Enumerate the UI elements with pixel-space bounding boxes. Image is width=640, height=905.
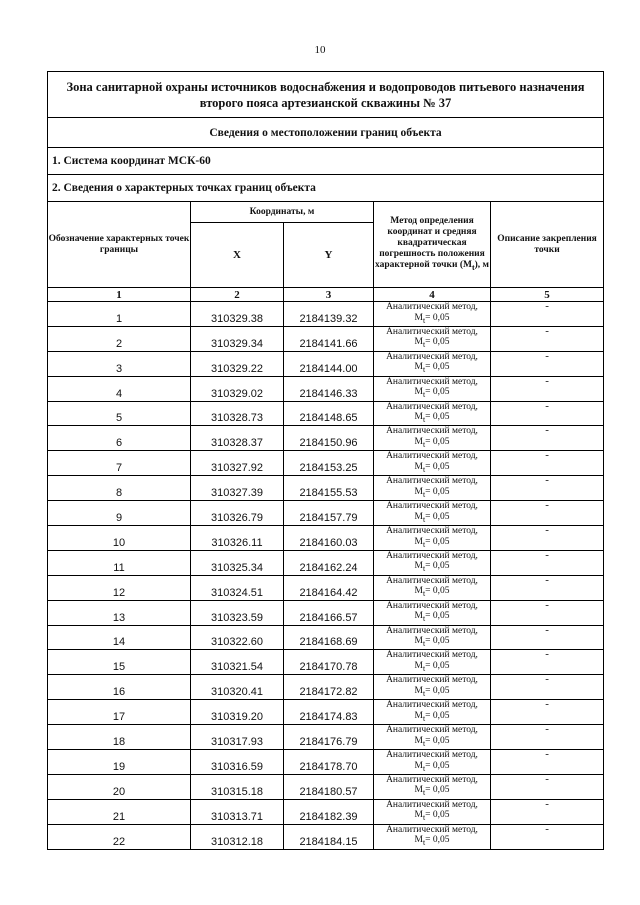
coordinate-y: 2184180.57: [284, 774, 374, 799]
coordinate-x: 310326.79: [191, 501, 284, 526]
header-coordinates: Координаты, м: [191, 202, 374, 223]
table-row: [48, 326, 604, 351]
accuracy-symbol: M: [414, 412, 423, 423]
point-number: 19: [48, 750, 191, 775]
header-method: [374, 202, 491, 288]
method-text: Аналитический метод,: [386, 725, 478, 736]
accuracy-subscript: t: [422, 688, 426, 698]
accuracy-symbol: M: [414, 710, 423, 721]
fixing-description: -: [491, 700, 604, 725]
point-number: 1: [48, 302, 191, 327]
accuracy-text: [374, 337, 490, 350]
accuracy-value: = 0,05: [425, 810, 450, 821]
coordinate-system-heading: 1. Система координат МСК-60: [48, 148, 604, 175]
method-cell: [374, 326, 491, 351]
accuracy-subscript: t: [422, 663, 426, 673]
fixing-description: -: [491, 426, 604, 451]
accuracy-symbol: M: [414, 735, 423, 746]
accuracy-symbol: M: [414, 536, 423, 547]
accuracy-text: [374, 761, 490, 774]
accuracy-subscript: t: [422, 614, 426, 624]
accuracy-subscript: t: [422, 340, 426, 350]
coordinate-x: 310319.20: [191, 700, 284, 725]
table-row: [48, 700, 604, 725]
accuracy-text: [374, 736, 490, 749]
point-number: 16: [48, 675, 191, 700]
method-cell: [374, 476, 491, 501]
accuracy-text: [374, 785, 490, 798]
header-point-designation: Обозначение характерных точек границы: [48, 202, 191, 288]
method-text: Аналитический метод,: [386, 401, 478, 412]
coordinate-x: 310329.22: [191, 351, 284, 376]
method-cell: [374, 600, 491, 625]
fixing-description: -: [491, 750, 604, 775]
accuracy-value: = 0,05: [425, 785, 450, 796]
fixing-description: -: [491, 575, 604, 600]
method-text: Аналитический метод,: [386, 700, 478, 711]
fixing-description: -: [491, 675, 604, 700]
coordinate-y: 2184176.79: [284, 725, 374, 750]
accuracy-subscript: t: [422, 838, 426, 848]
method-text: Аналитический метод,: [386, 625, 478, 636]
accuracy-subscript: t: [422, 738, 426, 748]
header-fixing: Описание закрепления точки: [491, 202, 604, 288]
fixing-description: -: [491, 476, 604, 501]
header-method-unit: ), м: [474, 260, 490, 271]
point-number: 13: [48, 600, 191, 625]
coordinate-y: 2184168.69: [284, 625, 374, 650]
accuracy-symbol: M: [414, 362, 423, 373]
coordinate-x: 310316.59: [191, 750, 284, 775]
coordinate-y: 2184182.39: [284, 799, 374, 824]
accuracy-text: [374, 462, 490, 475]
coordinate-y: 2184164.42: [284, 575, 374, 600]
point-number: 12: [48, 575, 191, 600]
fixing-description: -: [491, 351, 604, 376]
method-cell: [374, 774, 491, 799]
accuracy-text: [374, 561, 490, 574]
title-line-2: второго пояса артезианской скважины № 37: [199, 95, 452, 110]
fixing-description: -: [491, 600, 604, 625]
accuracy-value: = 0,05: [425, 412, 450, 423]
method-cell: [374, 799, 491, 824]
accuracy-symbol: M: [414, 511, 423, 522]
fixing-description: -: [491, 774, 604, 799]
accuracy-subscript: t: [422, 464, 426, 474]
fixing-description: -: [491, 526, 604, 551]
coordinate-x: 310325.34: [191, 550, 284, 575]
point-number: 11: [48, 550, 191, 575]
method-text: Аналитический метод,: [386, 799, 478, 810]
fixing-description: -: [491, 550, 604, 575]
method-text: Аналитический метод,: [386, 575, 478, 586]
method-cell: [374, 550, 491, 575]
table-row: [48, 302, 604, 327]
fixing-description: -: [491, 650, 604, 675]
column-number: 2: [191, 288, 284, 302]
accuracy-value: = 0,05: [425, 436, 450, 447]
column-number: 4: [374, 288, 491, 302]
coordinate-x: 310315.18: [191, 774, 284, 799]
accuracy-text: [374, 437, 490, 450]
accuracy-subscript: t: [422, 713, 426, 723]
method-text: Аналитический метод,: [386, 824, 478, 835]
accuracy-subscript: t: [422, 539, 426, 549]
coordinate-y: 2184172.82: [284, 675, 374, 700]
accuracy-subscript: t: [422, 315, 426, 325]
method-cell: [374, 750, 491, 775]
accuracy-symbol: M: [414, 660, 423, 671]
accuracy-text: [374, 412, 490, 425]
coordinate-y: 2184160.03: [284, 526, 374, 551]
point-number: 10: [48, 526, 191, 551]
header-method-sub: t: [471, 262, 475, 272]
accuracy-text: [374, 537, 490, 550]
method-text: Аналитический метод,: [386, 351, 478, 362]
accuracy-symbol: M: [414, 486, 423, 497]
coordinate-y: 2184174.83: [284, 700, 374, 725]
accuracy-value: = 0,05: [425, 685, 450, 696]
accuracy-symbol: M: [414, 312, 423, 323]
accuracy-text: [374, 611, 490, 624]
accuracy-symbol: M: [414, 810, 423, 821]
column-number: 3: [284, 288, 374, 302]
coordinate-x: 310323.59: [191, 600, 284, 625]
boundary-points-table: [47, 71, 604, 850]
method-cell: [374, 625, 491, 650]
method-cell: [374, 426, 491, 451]
accuracy-value: = 0,05: [425, 337, 450, 348]
fixing-description: -: [491, 725, 604, 750]
title-line-1: Зона санитарной охраны источников водоснабжения и водопроводов питьевого назначения: [66, 79, 585, 94]
table-row: [48, 675, 604, 700]
accuracy-symbol: M: [414, 685, 423, 696]
coordinate-x: 310329.34: [191, 326, 284, 351]
method-text: Аналитический метод,: [386, 600, 478, 611]
accuracy-value: = 0,05: [425, 387, 450, 398]
accuracy-value: = 0,05: [425, 710, 450, 721]
accuracy-value: = 0,05: [425, 536, 450, 547]
coordinate-y: 2184166.57: [284, 600, 374, 625]
coordinate-x: 310321.54: [191, 650, 284, 675]
accuracy-symbol: M: [414, 636, 423, 647]
method-text: Аналитический метод,: [386, 526, 478, 537]
coordinate-y: 2184170.78: [284, 650, 374, 675]
accuracy-symbol: M: [414, 835, 423, 846]
boundary-points-heading: 2. Сведения о характерных точках границ объекта: [48, 175, 604, 202]
accuracy-subscript: t: [422, 788, 426, 798]
method-cell: [374, 700, 491, 725]
table-row: [48, 376, 604, 401]
accuracy-text: [374, 313, 490, 326]
method-cell: [374, 575, 491, 600]
section-title: Сведения о местоположении границ объекта: [48, 118, 604, 148]
accuracy-subscript: t: [422, 589, 426, 599]
accuracy-subscript: t: [422, 564, 426, 574]
method-cell: [374, 376, 491, 401]
accuracy-subscript: t: [422, 365, 426, 375]
table-row: [48, 824, 604, 849]
method-cell: [374, 725, 491, 750]
table-row: [48, 550, 604, 575]
accuracy-value: = 0,05: [425, 511, 450, 522]
coordinate-y: 2184162.24: [284, 550, 374, 575]
accuracy-symbol: M: [414, 461, 423, 472]
fixing-description: -: [491, 625, 604, 650]
point-number: 15: [48, 650, 191, 675]
header-y: Y: [284, 223, 374, 288]
coordinate-x: 310312.18: [191, 824, 284, 849]
method-text: Аналитический метод,: [386, 650, 478, 661]
accuracy-text: [374, 586, 490, 599]
header-method-m: (M: [459, 260, 472, 271]
method-cell: [374, 824, 491, 849]
point-number: 22: [48, 824, 191, 849]
coordinate-x: 310317.93: [191, 725, 284, 750]
table-row: [48, 351, 604, 376]
accuracy-value: = 0,05: [425, 486, 450, 497]
method-cell: [374, 501, 491, 526]
method-cell: [374, 351, 491, 376]
table-row: [48, 476, 604, 501]
accuracy-symbol: M: [414, 436, 423, 447]
table-row: [48, 526, 604, 551]
table-row: [48, 799, 604, 824]
accuracy-subscript: t: [422, 514, 426, 524]
method-text: Аналитический метод,: [386, 501, 478, 512]
accuracy-text: [374, 387, 490, 400]
header-method-text: Метод определения координат и средняя квадратическая погрешность положения характерной точки: [374, 216, 485, 271]
coordinate-x: 310327.92: [191, 451, 284, 476]
accuracy-text: [374, 512, 490, 525]
accuracy-subscript: t: [422, 813, 426, 823]
coordinate-x: 310329.38: [191, 302, 284, 327]
coordinate-x: 310328.73: [191, 401, 284, 426]
accuracy-symbol: M: [414, 387, 423, 398]
coordinate-x: 310326.11: [191, 526, 284, 551]
method-cell: [374, 650, 491, 675]
table-row: [48, 451, 604, 476]
accuracy-text: [374, 835, 490, 848]
point-number: 2: [48, 326, 191, 351]
method-text: Аналитический метод,: [386, 550, 478, 561]
accuracy-subscript: t: [422, 763, 426, 773]
point-number: 17: [48, 700, 191, 725]
table-row: [48, 575, 604, 600]
method-text: Аналитический метод,: [386, 326, 478, 337]
table-row: [48, 600, 604, 625]
table-row: [48, 725, 604, 750]
accuracy-value: = 0,05: [425, 586, 450, 597]
accuracy-symbol: M: [414, 561, 423, 572]
accuracy-text: [374, 661, 490, 674]
point-number: 8: [48, 476, 191, 501]
fixing-description: -: [491, 376, 604, 401]
method-text: Аналитический метод,: [386, 750, 478, 761]
page-number: 10: [314, 44, 326, 56]
accuracy-value: = 0,05: [425, 561, 450, 572]
method-cell: [374, 526, 491, 551]
method-cell: [374, 451, 491, 476]
accuracy-value: = 0,05: [425, 660, 450, 671]
table-row: [48, 501, 604, 526]
accuracy-text: [374, 636, 490, 649]
coordinate-y: 2184150.96: [284, 426, 374, 451]
point-number: 9: [48, 501, 191, 526]
table-row: [48, 426, 604, 451]
accuracy-value: = 0,05: [425, 461, 450, 472]
method-text: Аналитический метод,: [386, 302, 478, 312]
method-cell: [374, 401, 491, 426]
coordinate-x: 310322.60: [191, 625, 284, 650]
coordinate-x: 310328.37: [191, 426, 284, 451]
table-row: [48, 625, 604, 650]
coordinate-y: 2184139.32: [284, 302, 374, 327]
point-number: 4: [48, 376, 191, 401]
point-number: 3: [48, 351, 191, 376]
accuracy-value: = 0,05: [425, 636, 450, 647]
fixing-description: -: [491, 824, 604, 849]
coordinate-y: 2184178.70: [284, 750, 374, 775]
point-number: 6: [48, 426, 191, 451]
coordinate-y: 2184146.33: [284, 376, 374, 401]
point-number: 20: [48, 774, 191, 799]
accuracy-text: [374, 487, 490, 500]
accuracy-subscript: t: [422, 638, 426, 648]
document-title: [48, 72, 604, 118]
method-text: Аналитический метод,: [386, 376, 478, 387]
fixing-description: -: [491, 501, 604, 526]
fixing-description: -: [491, 302, 604, 327]
fixing-description: -: [491, 799, 604, 824]
coordinate-y: 2184153.25: [284, 451, 374, 476]
accuracy-value: = 0,05: [425, 312, 450, 323]
column-number-row: [48, 288, 604, 302]
method-text: Аналитический метод,: [386, 426, 478, 437]
column-number: 5: [491, 288, 604, 302]
point-number: 21: [48, 799, 191, 824]
accuracy-text: [374, 362, 490, 375]
method-text: Аналитический метод,: [386, 476, 478, 487]
accuracy-symbol: M: [414, 760, 423, 771]
point-number: 18: [48, 725, 191, 750]
accuracy-text: [374, 711, 490, 724]
method-cell: [374, 675, 491, 700]
fixing-description: -: [491, 451, 604, 476]
coordinate-y: 2184148.65: [284, 401, 374, 426]
fixing-description: -: [491, 401, 604, 426]
accuracy-value: = 0,05: [425, 735, 450, 746]
accuracy-subscript: t: [422, 489, 426, 499]
coordinate-y: 2184184.15: [284, 824, 374, 849]
method-text: Аналитический метод,: [386, 451, 478, 462]
accuracy-text: [374, 810, 490, 823]
column-number: 1: [48, 288, 191, 302]
accuracy-subscript: t: [422, 414, 426, 424]
header-x: X: [191, 223, 284, 288]
coordinate-x: 310327.39: [191, 476, 284, 501]
table-row: [48, 750, 604, 775]
accuracy-value: = 0,05: [425, 760, 450, 771]
coordinate-x: 310324.51: [191, 575, 284, 600]
coordinate-y: 2184157.79: [284, 501, 374, 526]
coordinate-y: 2184141.66: [284, 326, 374, 351]
accuracy-symbol: M: [414, 586, 423, 597]
table-row: [48, 774, 604, 799]
table-row: [48, 401, 604, 426]
accuracy-value: = 0,05: [425, 362, 450, 373]
accuracy-subscript: t: [422, 390, 426, 400]
fixing-description: -: [491, 326, 604, 351]
accuracy-value: = 0,05: [425, 611, 450, 622]
coordinate-y: 2184144.00: [284, 351, 374, 376]
accuracy-text: [374, 686, 490, 699]
point-number: 7: [48, 451, 191, 476]
coordinate-y: 2184155.53: [284, 476, 374, 501]
accuracy-symbol: M: [414, 785, 423, 796]
method-cell: [374, 302, 491, 327]
coordinate-x: 310329.02: [191, 376, 284, 401]
table-row: [48, 650, 604, 675]
point-number: 14: [48, 625, 191, 650]
accuracy-symbol: M: [414, 611, 423, 622]
point-number: 5: [48, 401, 191, 426]
coordinate-x: 310313.71: [191, 799, 284, 824]
accuracy-symbol: M: [414, 337, 423, 348]
coordinate-x: 310320.41: [191, 675, 284, 700]
method-text: Аналитический метод,: [386, 675, 478, 686]
accuracy-subscript: t: [422, 439, 426, 449]
accuracy-value: = 0,05: [425, 835, 450, 846]
method-text: Аналитический метод,: [386, 774, 478, 785]
